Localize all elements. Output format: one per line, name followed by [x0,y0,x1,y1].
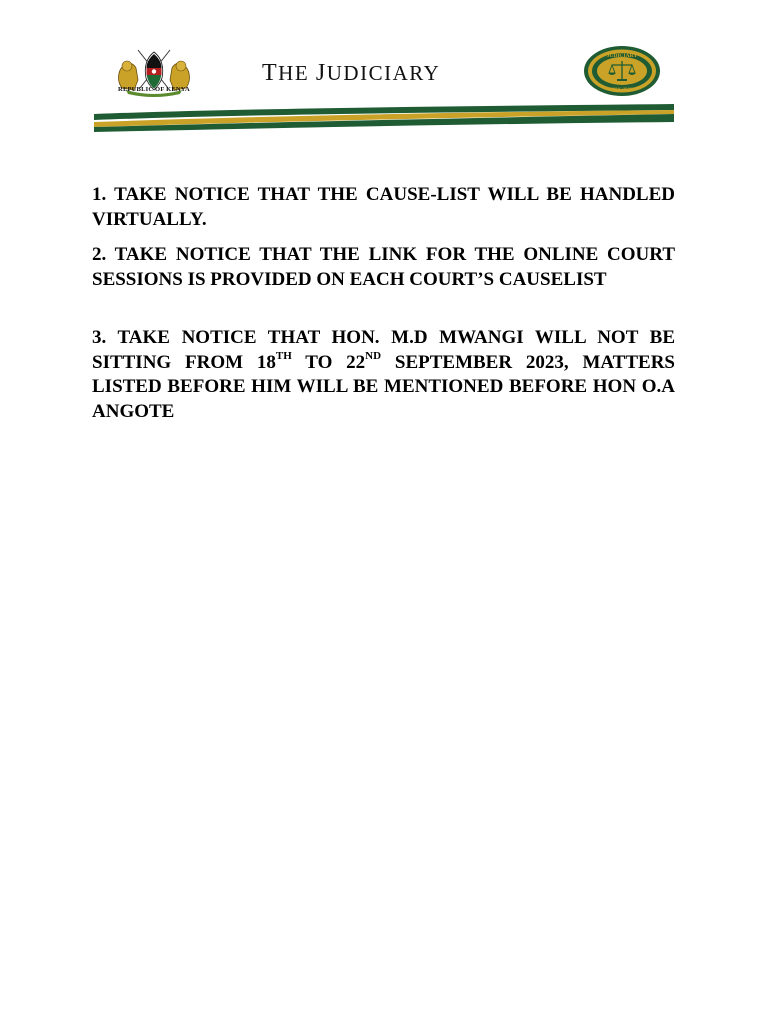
title-rest-judiciary: UDICIARY [326,61,441,85]
notice-3-ordinal-nd: ND [365,350,382,363]
notice-item-2: 2. TAKE NOTICE THAT THE LINK FOR THE ONLINE COURT SESSIONS IS PROVIDED ON EACH COURT’S CAUSELIST [92,244,675,290]
judiciary-seal-icon [581,44,663,100]
title-initial-t: T [262,60,279,86]
notice-3-ordinal-th: TH [275,350,292,363]
letterhead-title [262,60,440,87]
notices-body [92,183,675,424]
title-rest-the: HE [278,61,316,85]
notice-3-part-3: SEPTEMBER 2023, MATTERS LISTED BEFORE HIM WILL BE MENTIONED BEFORE HON O.A ANGOTE [92,351,675,422]
title-initial-j: J [315,60,327,86]
seal-text-bottom: REPUBLIC OF KENYA [604,86,640,91]
letterhead-swoosh [0,96,768,140]
notice-3-part-1: 3. TAKE NOTICE THAT HON. M.D MWANGI WILL NOT BE SITTING FROM 18 [92,327,675,373]
letterhead [0,0,768,150]
seal-text-top: JUDICIARY [606,53,638,59]
notice-item-3 [92,326,675,424]
notice-3-part-2: TO 22 [291,351,366,373]
notice-item-1: 1. TAKE NOTICE THAT THE CAUSE-LIST WILL BE HANDLED VIRTUALLY. [92,184,675,230]
coat-of-arms-caption: REPUBLIC OF KENYA [118,86,190,93]
